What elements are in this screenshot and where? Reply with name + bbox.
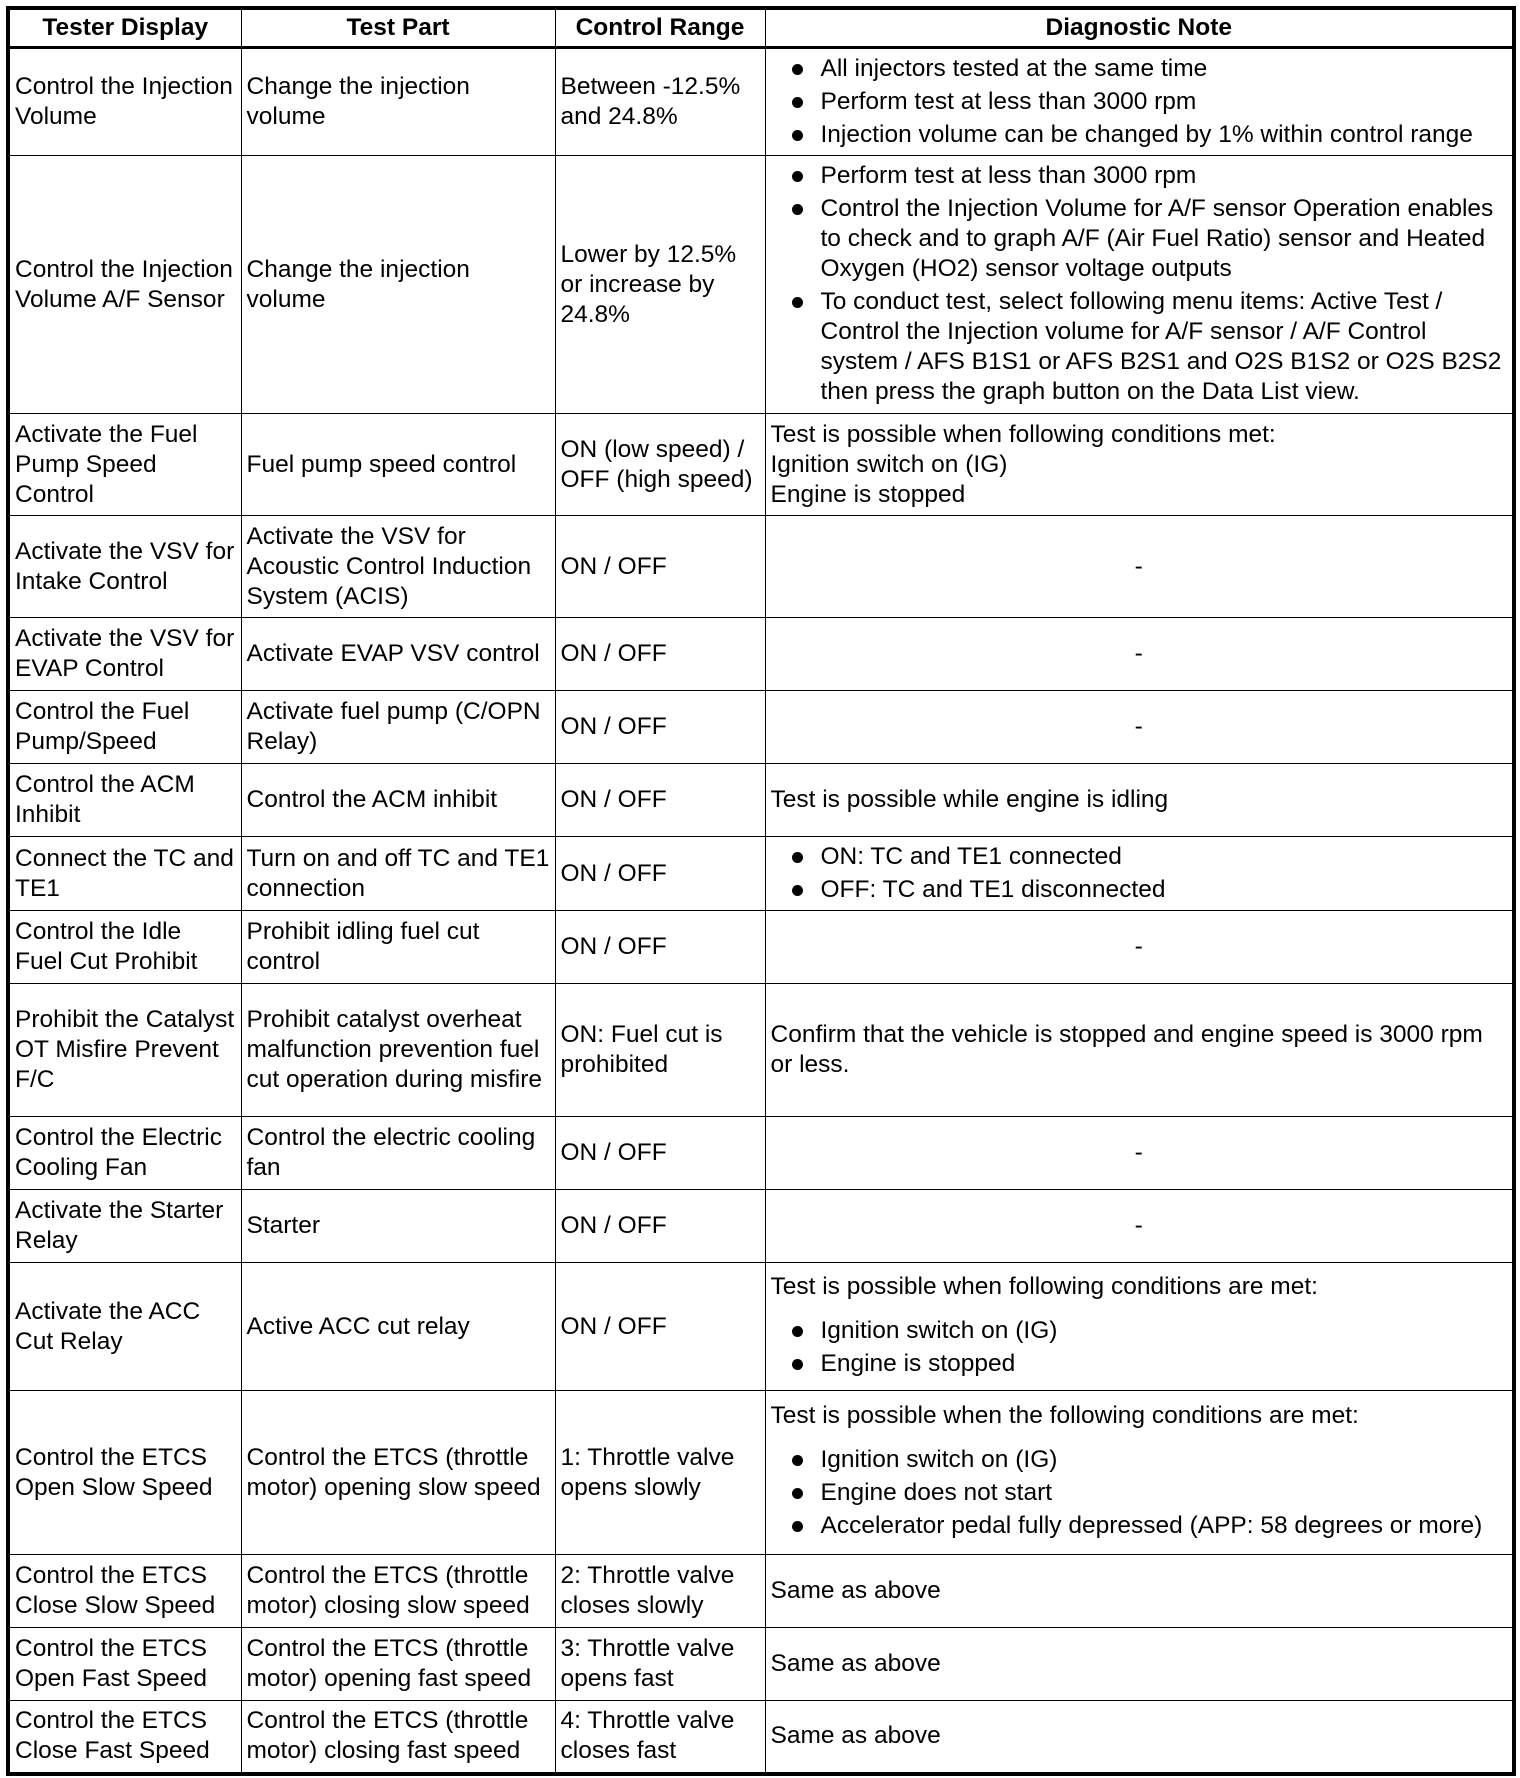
test-part-cell: Control the ETCS (throttle motor) closing fast speed [241, 1701, 555, 1774]
note-bullet: Ignition switch on (IG) [771, 1316, 1508, 1346]
note-line: Ignition switch on (IG) [770, 450, 1008, 478]
table-row [8, 48, 1514, 156]
diagnostic-note-cell [765, 414, 1514, 516]
table-row [8, 691, 1514, 764]
test-part-cell: Turn on and off TC and TE1 connection [241, 837, 555, 911]
test-part-cell: Prohibit catalyst overheat malfunction prevention fuel cut operation during misfire [241, 984, 555, 1117]
diagnostic-note-cell: - [765, 691, 1514, 764]
control-range-cell: ON / OFF [555, 516, 765, 618]
control-range-cell: ON / OFF [555, 1190, 765, 1263]
diagnostic-note-cell: Test is possible while engine is idling [765, 764, 1514, 837]
note-bullet: Injection volume can be changed by 1% within control range [771, 120, 1508, 150]
table-row [8, 156, 1514, 414]
diagnostic-note-cell: - [765, 516, 1514, 618]
table-row [8, 1117, 1514, 1190]
test-part-cell: Control the ACM inhibit [241, 764, 555, 837]
note-bullet-list [771, 54, 1508, 150]
diagnostic-note-cell [765, 48, 1514, 156]
control-range-cell: Lower by 12.5% or increase by 24.8% [555, 156, 765, 414]
control-range-cell: ON / OFF [555, 618, 765, 691]
diagnostic-note-cell [765, 156, 1514, 414]
tester-display-cell: Control the ETCS Open Fast Speed [8, 1628, 241, 1701]
active-test-table [6, 6, 1516, 1776]
diagnostic-note-cell [765, 837, 1514, 911]
test-part-cell: Change the injection volume [241, 156, 555, 414]
control-range-cell: 3: Throttle valve opens fast [555, 1628, 765, 1701]
test-part-cell: Activate the VSV for Acoustic Control Induction System (ACIS) [241, 516, 555, 618]
control-range-cell: 4: Throttle valve closes fast [555, 1701, 765, 1774]
note-bullet-list [771, 1316, 1508, 1379]
note-bullet: Engine does not start [771, 1478, 1508, 1508]
table-row [8, 1190, 1514, 1263]
test-part-cell: Control the ETCS (throttle motor) opening slow speed [241, 1391, 555, 1555]
tester-display-cell: Activate the Fuel Pump Speed Control [8, 414, 241, 516]
control-range-cell: ON: Fuel cut is prohibited [555, 984, 765, 1117]
tester-display-cell: Control the Electric Cooling Fan [8, 1117, 241, 1190]
test-part-cell: Starter [241, 1190, 555, 1263]
test-part-cell: Change the injection volume [241, 48, 555, 156]
tester-display-cell: Prohibit the Catalyst OT Misfire Prevent F/C [8, 984, 241, 1117]
diagnostic-note-cell: - [765, 1117, 1514, 1190]
diagnostic-note-cell: - [765, 1190, 1514, 1263]
note-bullet: Ignition switch on (IG) [771, 1445, 1508, 1475]
note-bullet: Perform test at less than 3000 rpm [771, 87, 1508, 117]
tester-display-cell: Control the Idle Fuel Cut Prohibit [8, 911, 241, 984]
control-range-cell: ON / OFF [555, 764, 765, 837]
note-bullet: Perform test at less than 3000 rpm [771, 161, 1508, 191]
control-range-cell: 1: Throttle valve opens slowly [555, 1391, 765, 1555]
table-row [8, 764, 1514, 837]
tester-display-cell: Control the ETCS Open Slow Speed [8, 1391, 241, 1555]
control-range-cell: ON / OFF [555, 837, 765, 911]
note-line: Test is possible when following conditions met: [770, 420, 1276, 448]
control-range-cell: ON / OFF [555, 691, 765, 764]
diagnostic-note-cell: Same as above [765, 1701, 1514, 1774]
tester-display-cell: Control the Injection Volume A/F Sensor [8, 156, 241, 414]
note-bullet: ON: TC and TE1 connected [771, 842, 1508, 872]
test-part-cell: Control the ETCS (throttle motor) opening fast speed [241, 1628, 555, 1701]
tester-display-cell: Control the Fuel Pump/Speed [8, 691, 241, 764]
tester-display-cell: Activate the Starter Relay [8, 1190, 241, 1263]
diagnostic-note-cell: - [765, 911, 1514, 984]
tester-display-cell: Control the ETCS Close Slow Speed [8, 1555, 241, 1628]
control-range-cell: ON / OFF [555, 1117, 765, 1190]
test-part-cell: Activate fuel pump (C/OPN Relay) [241, 691, 555, 764]
table-row [8, 1263, 1514, 1391]
note-bullet-list [771, 161, 1508, 407]
control-range-cell: 2: Throttle valve closes slowly [555, 1555, 765, 1628]
diagnostic-note-cell [765, 1263, 1514, 1391]
note-line: Engine is stopped [770, 480, 966, 508]
table-row [8, 1701, 1514, 1774]
header-diagnostic-note: Diagnostic Note [765, 8, 1514, 48]
header-control-range: Control Range [555, 8, 765, 48]
note-bullet: To conduct test, select following menu items: Active Test / Control the Injection volume for A/F sensor / A/F Control system / AFS B1S1 or AFS B2S1 and O2S B1S2 or O2S B2S2 then press the graph button on the Data List view. [771, 287, 1508, 407]
diagnostic-note-cell: Confirm that the vehicle is stopped and engine speed is 3000 rpm or less. [765, 984, 1514, 1117]
table-row [8, 516, 1514, 618]
table-row [8, 837, 1514, 911]
test-part-cell: Active ACC cut relay [241, 1263, 555, 1391]
table-row [8, 618, 1514, 691]
tester-display-cell: Activate the VSV for Intake Control [8, 516, 241, 618]
test-part-cell: Control the electric cooling fan [241, 1117, 555, 1190]
diagnostic-note-cell [765, 1391, 1514, 1555]
tester-display-cell: Control the ACM Inhibit [8, 764, 241, 837]
note-bullet: OFF: TC and TE1 disconnected [771, 875, 1508, 905]
note-bullet: Accelerator pedal fully depressed (APP: 58 degrees or more) [771, 1511, 1508, 1541]
table-row [8, 414, 1514, 516]
note-intro: Test is possible when following conditions are met: [770, 1272, 1318, 1300]
table-row [8, 1555, 1514, 1628]
header-row [8, 8, 1514, 48]
diagnostic-note-cell: Same as above [765, 1628, 1514, 1701]
test-part-cell: Activate EVAP VSV control [241, 618, 555, 691]
header-tester-display: Tester Display [8, 8, 241, 48]
test-part-cell: Fuel pump speed control [241, 414, 555, 516]
note-bullet-list [771, 842, 1508, 905]
diagnostic-note-cell: Same as above [765, 1555, 1514, 1628]
control-range-cell: ON (low speed) / OFF (high speed) [555, 414, 765, 516]
note-bullet: All injectors tested at the same time [771, 54, 1508, 84]
control-range-cell: ON / OFF [555, 911, 765, 984]
table-row [8, 984, 1514, 1117]
diagnostic-note-cell: - [765, 618, 1514, 691]
note-bullet-list [771, 1445, 1508, 1541]
test-part-cell: Prohibit idling fuel cut control [241, 911, 555, 984]
tester-display-cell: Control the ETCS Close Fast Speed [8, 1701, 241, 1774]
tester-display-cell: Control the Injection Volume [8, 48, 241, 156]
note-bullet: Control the Injection Volume for A/F sensor Operation enables to check and to graph A/F (Air Fuel Ratio) sensor and Heated Oxygen (HO2) sensor voltage outputs [771, 194, 1508, 284]
tester-display-cell: Connect the TC and TE1 [8, 837, 241, 911]
tester-display-cell: Activate the ACC Cut Relay [8, 1263, 241, 1391]
table-row [8, 1391, 1514, 1555]
control-range-cell: Between -12.5% and 24.8% [555, 48, 765, 156]
tester-display-cell: Activate the VSV for EVAP Control [8, 618, 241, 691]
control-range-cell: ON / OFF [555, 1263, 765, 1391]
test-part-cell: Control the ETCS (throttle motor) closing slow speed [241, 1555, 555, 1628]
header-test-part: Test Part [241, 8, 555, 48]
note-intro: Test is possible when the following conditions are met: [770, 1402, 1359, 1429]
note-bullet: Engine is stopped [771, 1349, 1508, 1379]
table-row [8, 911, 1514, 984]
table-row [8, 1628, 1514, 1701]
